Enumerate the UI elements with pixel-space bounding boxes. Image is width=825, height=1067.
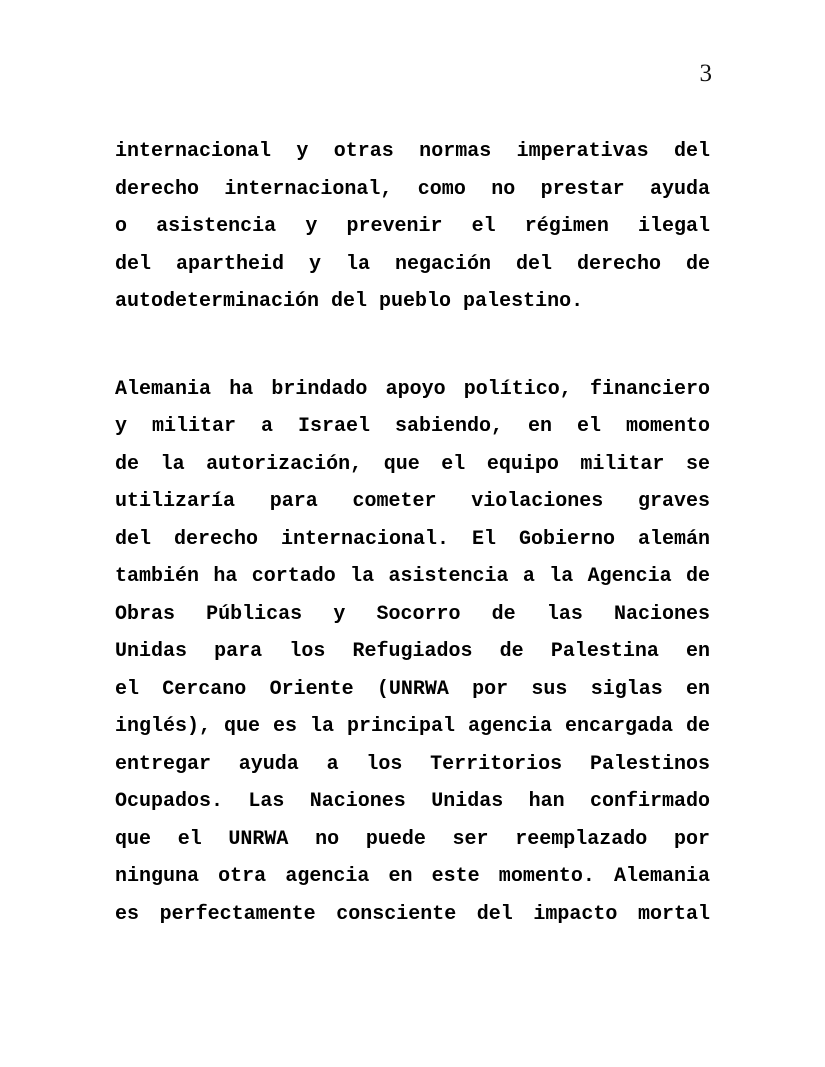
text-line: derecho internacional, como no prestar ayuda <box>115 177 710 201</box>
text-line: Obras Públicas y Socorro de las Naciones <box>115 602 710 626</box>
text-line: del apartheid y la negación del derecho de <box>115 252 710 276</box>
text-line: ninguna otra agencia en este momento. Alemania <box>115 865 710 888</box>
paragraph-2 <box>115 371 710 934</box>
text-line: del derecho internacional. El Gobierno alemán <box>115 527 710 551</box>
text-line: o asistencia y prevenir el régimen ilegal <box>115 215 710 238</box>
text-line: utilizaría para cometer violaciones graves <box>115 490 710 513</box>
text-line: autodeterminación del pueblo palestino. <box>115 290 584 313</box>
text-line: Alemania ha brindado apoyo político, financiero <box>115 377 710 401</box>
text-line: que el UNRWA no puede ser reemplazado por <box>115 827 710 851</box>
text-line: Unidas para los Refugiados de Palestina en <box>115 640 710 663</box>
document-body <box>115 133 710 933</box>
text-line: internacional y otras normas imperativas del <box>115 140 710 163</box>
text-line: entregar ayuda a los Territorios Palestinos <box>115 752 710 776</box>
text-line: también ha cortado la asistencia a la Agencia de <box>115 565 710 588</box>
text-line: y militar a Israel sabiendo, en el momento <box>115 415 710 438</box>
text-line: inglés), que es la principal agencia encargada de <box>115 715 710 738</box>
text-line: de la autorización, que el equipo militar se <box>115 452 710 476</box>
paragraph-1 <box>115 133 710 321</box>
text-line: es perfectamente consciente del impacto mortal <box>115 902 710 926</box>
text-line: Ocupados. Las Naciones Unidas han confirmado <box>115 790 710 813</box>
text-line: el Cercano Oriente (UNRWA por sus siglas en <box>115 677 710 701</box>
page-number: 3 <box>699 60 712 87</box>
